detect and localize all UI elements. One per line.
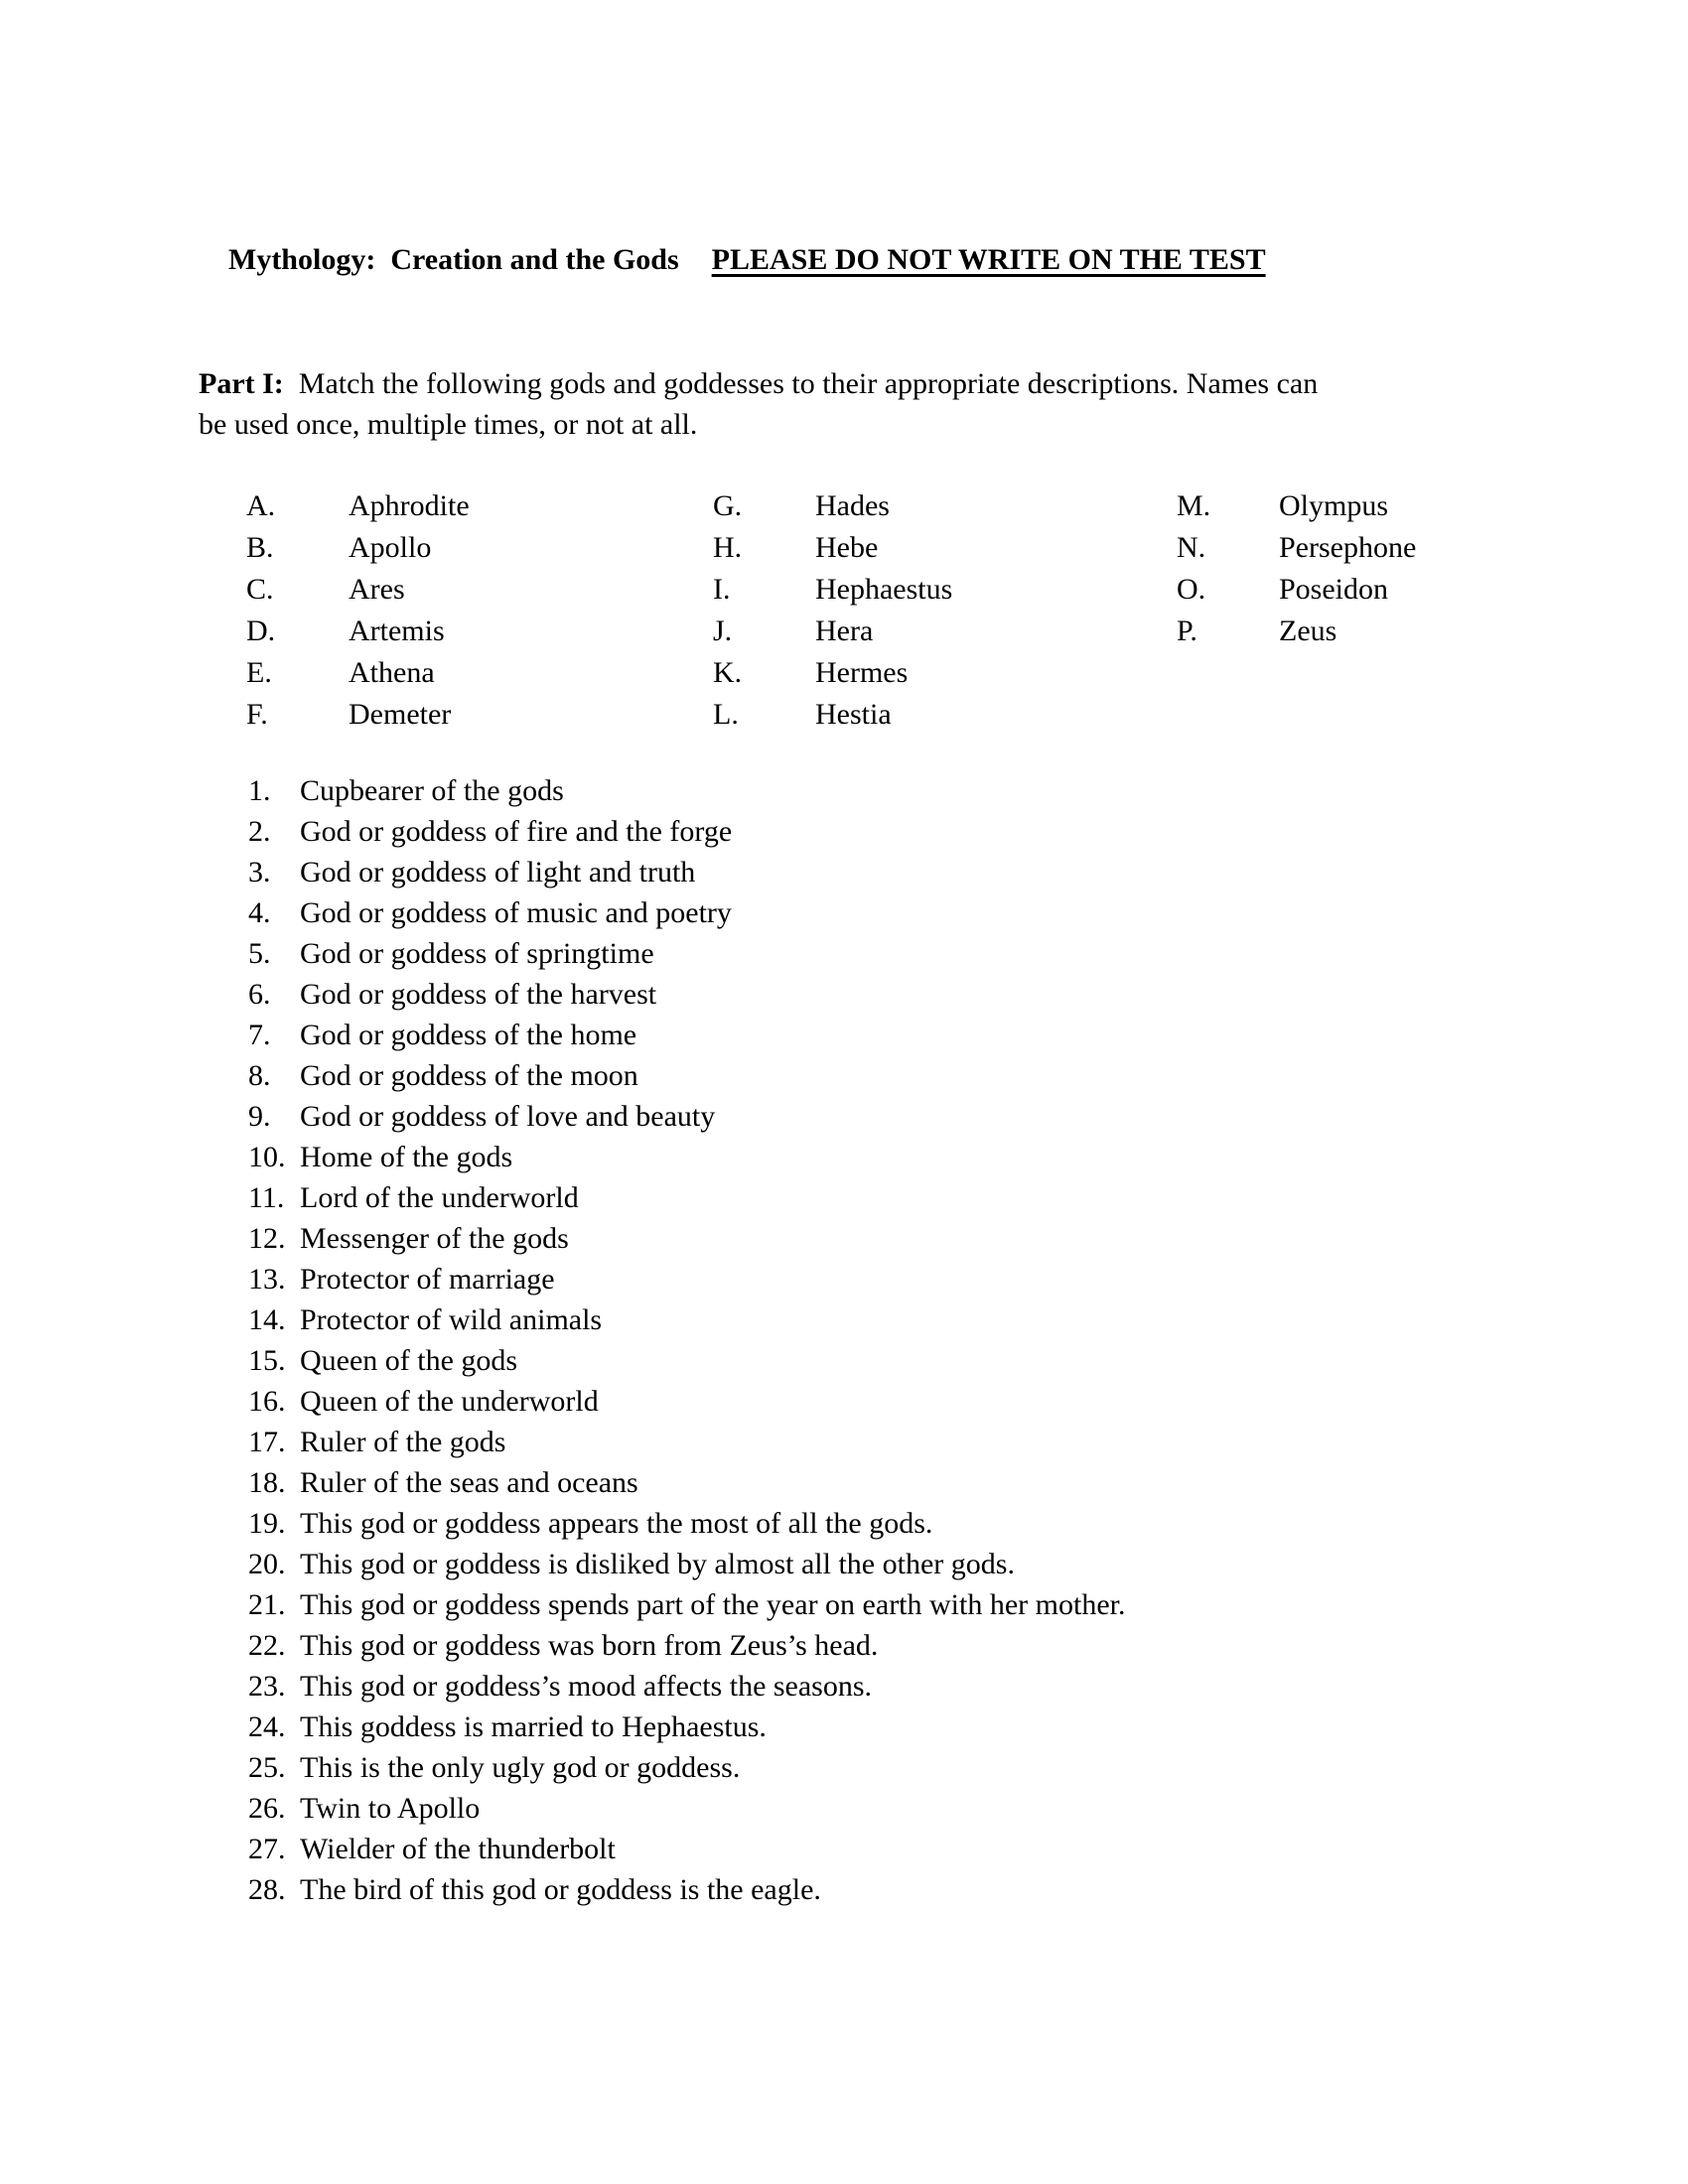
question-row	[199, 892, 1688, 933]
entry-letter: P.	[1177, 614, 1197, 647]
question-number: 22.	[248, 1629, 286, 1662]
part1-instructions	[199, 363, 1688, 445]
question-text: This god or goddess is disliked by almost all the other gods.	[300, 1548, 1015, 1580]
question-row	[199, 852, 1688, 892]
do-not-write-notice: PLEASE DO NOT WRITE ON THE TEST	[711, 243, 1266, 276]
question-number: 2.	[248, 815, 271, 848]
question-text: The bird of this god or goddess is the eagle.	[300, 1873, 821, 1906]
question-text: Home of the gods	[300, 1141, 513, 1173]
question-text: Ruler of the seas and oceans	[300, 1466, 638, 1499]
entry-letter: G.	[713, 489, 743, 522]
entry-name: Athena	[349, 656, 435, 689]
entry-name: Persephone	[1279, 531, 1417, 564]
entry-name: Demeter	[349, 698, 452, 731]
question-number: 28.	[248, 1873, 286, 1906]
question-text: God or goddess of fire and the forge	[300, 815, 733, 848]
question-row	[199, 1747, 1688, 1788]
question-row	[199, 1218, 1688, 1259]
question-row	[199, 1544, 1688, 1584]
word-bank-entry	[713, 485, 952, 527]
word-bank-column-3	[1177, 485, 1416, 652]
question-row	[199, 1340, 1688, 1381]
question-row	[199, 1381, 1688, 1422]
question-row	[199, 933, 1688, 974]
part1-instructions-line1: Match the following gods and goddesses to their appropriate descriptions. Names can	[283, 367, 1319, 400]
entry-letter: I.	[713, 573, 731, 606]
question-text: This god or goddess was born from Zeus’s head.	[300, 1629, 879, 1662]
question-row	[199, 1462, 1688, 1503]
question-text: Lord of the underworld	[300, 1181, 579, 1214]
question-text: Twin to Apollo	[300, 1792, 481, 1825]
word-bank-entry	[713, 569, 952, 611]
question-number: 6.	[248, 978, 271, 1011]
question-row	[199, 1055, 1688, 1096]
question-row	[199, 770, 1688, 811]
entry-letter: M.	[1177, 489, 1211, 522]
question-text: This goddess is married to Hephaestus.	[300, 1710, 767, 1743]
question-number: 9.	[248, 1100, 271, 1133]
entry-name: Hebe	[815, 531, 879, 564]
question-row	[199, 1422, 1688, 1462]
question-number: 4.	[248, 896, 271, 929]
question-number: 17.	[248, 1426, 286, 1458]
question-text: God or goddess of the moon	[300, 1059, 638, 1092]
entry-name: Hermes	[815, 656, 909, 689]
question-text: Cupbearer of the gods	[300, 774, 564, 807]
question-text: Queen of the gods	[300, 1344, 518, 1377]
word-bank-entry	[1177, 485, 1416, 527]
word-bank-entry	[246, 569, 470, 611]
word-bank-entry	[1177, 611, 1416, 652]
question-text: Protector of marriage	[300, 1263, 555, 1296]
question-row	[199, 1625, 1688, 1666]
question-row	[199, 1666, 1688, 1706]
entry-name: Hestia	[815, 698, 892, 731]
entry-letter: H.	[713, 531, 743, 564]
question-number: 19.	[248, 1507, 286, 1540]
question-number: 10.	[248, 1141, 286, 1173]
word-bank-entry	[246, 652, 470, 694]
page-title: Mythology: Creation and the Gods	[228, 243, 679, 276]
word-bank-entry	[246, 694, 470, 736]
question-number: 12.	[248, 1222, 286, 1255]
question-text: God or goddess of the home	[300, 1019, 637, 1051]
word-bank-entry	[246, 485, 470, 527]
question-text: This is the only ugly god or goddess.	[300, 1751, 741, 1784]
question-text: Queen of the underworld	[300, 1385, 599, 1418]
word-bank-entry	[713, 694, 952, 736]
question-text: Messenger of the gods	[300, 1222, 569, 1255]
question-text: This god or goddess’s mood affects the seasons.	[300, 1670, 873, 1703]
question-number: 18.	[248, 1466, 286, 1499]
question-number: 8.	[248, 1059, 271, 1092]
question-text: God or goddess of the harvest	[300, 978, 657, 1011]
question-row	[199, 1177, 1688, 1218]
entry-letter: L.	[713, 698, 739, 731]
question-row	[199, 974, 1688, 1015]
question-number: 20.	[248, 1548, 286, 1580]
question-text: Protector of wild animals	[300, 1303, 603, 1336]
entry-name: Hephaestus	[815, 573, 953, 606]
question-text: Ruler of the gods	[300, 1426, 506, 1458]
question-number: 27.	[248, 1833, 286, 1865]
question-row	[199, 1096, 1688, 1137]
entry-letter: N.	[1177, 531, 1206, 564]
word-bank-entry	[713, 611, 952, 652]
question-row	[199, 1259, 1688, 1299]
question-row	[199, 1869, 1688, 1910]
entry-letter: A.	[246, 489, 276, 522]
entry-letter: C.	[246, 573, 274, 606]
question-row	[199, 1829, 1688, 1869]
entry-name: Apollo	[349, 531, 432, 564]
question-text: This god or goddess spends part of the year on earth with her mother.	[300, 1588, 1126, 1621]
word-bank-entry	[246, 611, 470, 652]
question-row	[199, 1706, 1688, 1747]
question-text: God or goddess of light and truth	[300, 856, 696, 888]
question-text: God or goddess of springtime	[300, 937, 654, 970]
entry-letter: K.	[713, 656, 743, 689]
question-row	[199, 1015, 1688, 1055]
question-number: 3.	[248, 856, 271, 888]
word-bank-entry	[1177, 569, 1416, 611]
question-row	[199, 1584, 1688, 1625]
entry-letter: F.	[246, 698, 268, 731]
document-header	[199, 199, 1688, 321]
question-number: 15.	[248, 1344, 286, 1377]
entry-name: Aphrodite	[349, 489, 470, 522]
question-row	[199, 811, 1688, 852]
question-number: 14.	[248, 1303, 286, 1336]
word-bank-entry	[713, 652, 952, 694]
entry-letter: D.	[246, 614, 276, 647]
question-row	[199, 1299, 1688, 1340]
entry-name: Hades	[815, 489, 890, 522]
part1-instructions-line2: be used once, multiple times, or not at all.	[199, 408, 698, 441]
entry-letter: E.	[246, 656, 272, 689]
question-text: God or goddess of music and poetry	[300, 896, 732, 929]
entry-name: Zeus	[1279, 614, 1337, 647]
question-number: 5.	[248, 937, 271, 970]
question-number: 7.	[248, 1019, 271, 1051]
entry-letter: B.	[246, 531, 274, 564]
question-number: 25.	[248, 1751, 286, 1784]
question-number: 1.	[248, 774, 271, 807]
word-bank-column-1	[246, 485, 470, 736]
word-bank-entry	[1177, 527, 1416, 569]
entry-name: Hera	[815, 614, 874, 647]
entry-name: Artemis	[349, 614, 445, 647]
question-row	[199, 1503, 1688, 1544]
question-number: 24.	[248, 1710, 286, 1743]
question-number: 11.	[248, 1181, 285, 1214]
question-number: 23.	[248, 1670, 286, 1703]
word-bank-entry	[246, 527, 470, 569]
question-number: 13.	[248, 1263, 286, 1296]
question-text: God or goddess of love and beauty	[300, 1100, 716, 1133]
question-text: Wielder of the thunderbolt	[300, 1833, 616, 1865]
question-number: 21.	[248, 1588, 286, 1621]
entry-name: Ares	[349, 573, 405, 606]
entry-name: Olympus	[1279, 489, 1389, 522]
entry-letter: J.	[713, 614, 733, 647]
question-text: This god or goddess appears the most of all the gods.	[300, 1507, 933, 1540]
entry-name: Poseidon	[1279, 573, 1389, 606]
part1-heading: Part I:	[199, 367, 284, 400]
question-number: 16.	[248, 1385, 286, 1418]
entry-letter: O.	[1177, 573, 1206, 606]
question-list	[199, 770, 1688, 1910]
question-row	[199, 1137, 1688, 1177]
word-bank-entry	[713, 527, 952, 569]
word-bank	[199, 485, 1688, 736]
word-bank-column-2	[713, 485, 952, 736]
question-row	[199, 1788, 1688, 1829]
question-number: 26.	[248, 1792, 286, 1825]
